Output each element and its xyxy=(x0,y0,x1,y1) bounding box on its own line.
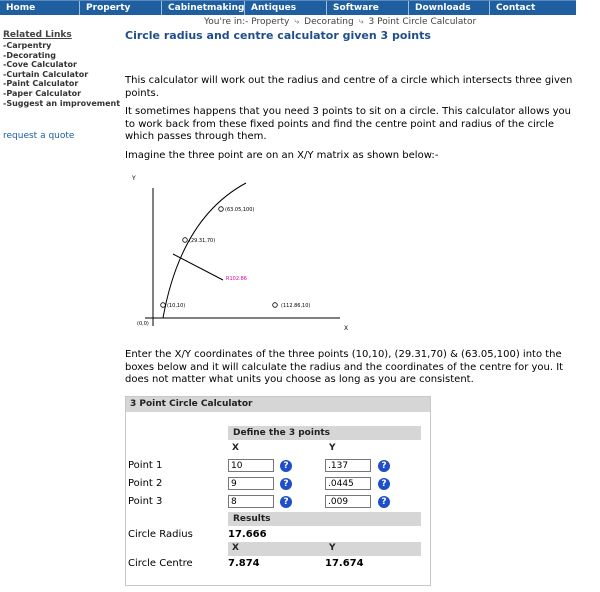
help-icon[interactable]: ? xyxy=(280,478,292,490)
results-heading: Results xyxy=(228,512,421,526)
x-header: X xyxy=(232,443,239,453)
sidebar-link-decorating[interactable]: -Decorating xyxy=(3,50,56,60)
point-marker xyxy=(161,303,166,308)
sidebar-link-curtain-calculator[interactable]: -Curtain Calculator xyxy=(3,69,89,79)
point-marker xyxy=(219,207,224,212)
nav-contact[interactable]: Contact xyxy=(496,3,536,13)
radius-label: R102.86 xyxy=(226,276,247,282)
y-header: Y xyxy=(329,443,336,453)
point-1-x-input[interactable] xyxy=(228,459,274,472)
intro-paragraph: This calculator will work out the radius and centre of a circle which intersects three given points. xyxy=(125,75,573,99)
circle-diagram xyxy=(125,170,365,340)
x-axis-label: X xyxy=(344,325,349,332)
point-label: (29.31,70) xyxy=(189,238,216,244)
main-content xyxy=(125,29,575,162)
calculator-title: 3 Point Circle Calculator xyxy=(126,397,430,412)
circle-diagram-svg xyxy=(125,170,365,340)
circle-centre-x-value: 7.874 xyxy=(228,558,260,569)
sidebar-link-carpentry[interactable]: -Carpentry xyxy=(3,41,52,50)
sidebar-link-paper-calculator[interactable]: -Paper Calculator xyxy=(3,88,82,98)
breadcrumb-current: 3 Point Circle Calculator xyxy=(368,17,477,27)
breadcrumb-decorating[interactable]: Decorating xyxy=(304,17,354,27)
explanation-paragraph: It sometimes happens that you need 3 points to sit on a circle. This calculator allows you to work back from these fixed points and find the centre point and radius of the circle which passes through them. xyxy=(125,106,571,142)
result-y-header: Y xyxy=(329,543,336,553)
request-quote-link[interactable]: request a quote xyxy=(3,131,75,142)
nav-cell-cabinetmaking xyxy=(161,1,244,15)
nav-antiques[interactable]: Antiques xyxy=(251,3,297,13)
nav-downloads[interactable]: Downloads xyxy=(415,3,471,13)
point-marker xyxy=(183,238,188,243)
point-label: (10,10) xyxy=(167,303,186,309)
nav-property[interactable]: Property xyxy=(86,3,131,13)
nav-cell-home xyxy=(0,1,79,15)
sidebar xyxy=(3,30,123,141)
point-3-y-input[interactable] xyxy=(325,495,371,508)
circle-arc xyxy=(163,183,246,318)
point-label: (63.05,100) xyxy=(225,207,255,213)
nav-cell-downloads xyxy=(408,1,489,15)
origin-label: (0,0) xyxy=(137,321,149,327)
sidebar-link-suggest-improvement[interactable]: -Suggest an improvement xyxy=(3,98,121,108)
radius-line xyxy=(173,254,223,280)
define-points-heading: Define the 3 points xyxy=(228,426,421,440)
breadcrumb-prefix: You're in:- xyxy=(204,17,249,27)
calculator-panel xyxy=(125,396,431,586)
breadcrumb-property[interactable]: Property xyxy=(251,17,290,27)
breadcrumb-arrow-icon: ⤷ xyxy=(358,17,364,27)
results-axis-band xyxy=(228,542,421,556)
help-icon[interactable]: ? xyxy=(280,460,292,472)
point-1-y-input[interactable] xyxy=(325,459,371,472)
help-icon[interactable]: ? xyxy=(378,478,390,490)
help-icon[interactable]: ? xyxy=(378,460,390,472)
nav-cell-property xyxy=(79,1,161,15)
point-label: (112.86,10) xyxy=(281,303,311,309)
nav-software[interactable]: Software xyxy=(333,3,379,13)
breadcrumb xyxy=(0,15,576,29)
point-2-x-input[interactable] xyxy=(228,477,274,490)
circle-radius-value: 17.666 xyxy=(228,529,267,540)
point-3-label: Point 3 xyxy=(128,496,163,507)
circle-centre-y-value: 17.674 xyxy=(325,558,364,569)
sidebar-link-cove-calculator[interactable]: -Cove Calculator xyxy=(3,60,77,70)
circle-centre-label: Circle Centre xyxy=(128,558,193,569)
point-3-x-input[interactable] xyxy=(228,495,274,508)
breadcrumb-arrow-icon: ⤷ xyxy=(294,17,300,27)
nav-cell-software xyxy=(326,1,408,15)
nav-cell-contact xyxy=(489,1,576,15)
point-2-label: Point 2 xyxy=(128,478,163,489)
nav-cabinetmaking[interactable]: Cabinetmaking xyxy=(168,3,245,13)
help-icon[interactable]: ? xyxy=(280,496,292,508)
result-x-header: X xyxy=(232,543,239,553)
sidebar-link-paint-calculator[interactable]: -Paint Calculator xyxy=(3,79,79,89)
instructions-paragraph: Enter the X/Y coordinates of the three points (10,10), (29.31,70) & (63.05,100) into the boxes below and it will calculate the radius and the coordinates of the centre for you. It does not matter what units you choose as long as you are consistent. xyxy=(125,349,564,385)
nav-cell-antiques xyxy=(244,1,326,15)
matrix-paragraph: Imagine the three point are on an X/Y matrix as shown below:- xyxy=(125,149,439,161)
point-1-label: Point 1 xyxy=(128,460,163,471)
circle-radius-label: Circle Radius xyxy=(128,529,193,540)
help-icon[interactable]: ? xyxy=(378,496,390,508)
point-2-y-input[interactable] xyxy=(325,477,371,490)
y-axis-label: Y xyxy=(132,175,136,182)
nav-home[interactable]: Home xyxy=(6,3,36,13)
point-marker xyxy=(273,303,278,308)
page-title: Circle radius and centre calculator given 3 points xyxy=(125,29,431,42)
related-links-heading: Related Links xyxy=(3,30,72,40)
top-nav xyxy=(0,0,576,15)
